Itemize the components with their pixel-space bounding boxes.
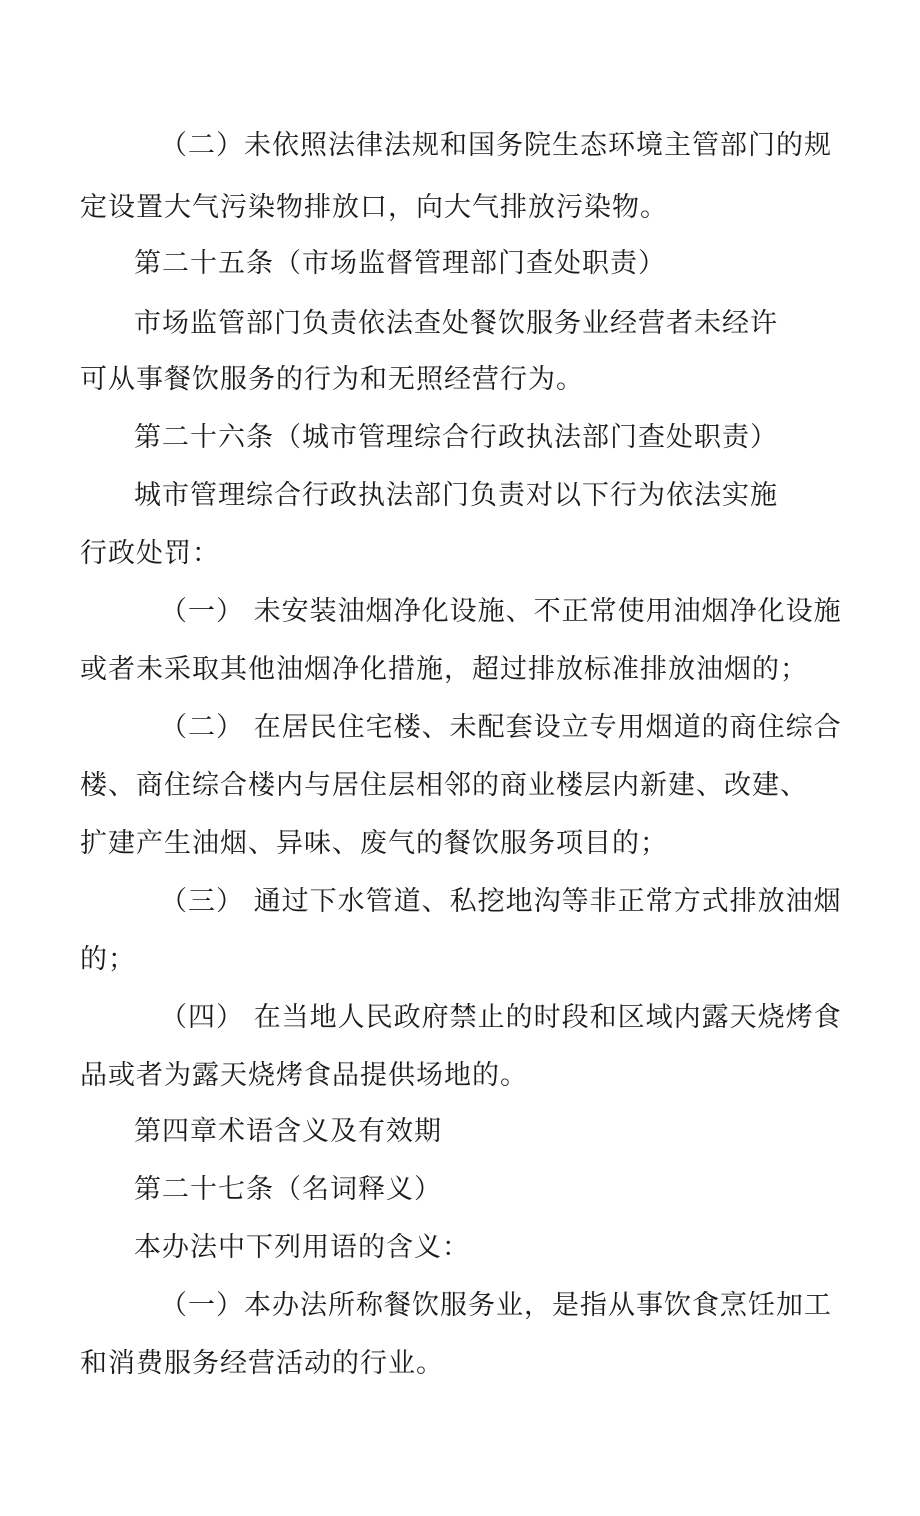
paragraph-line: 行政处罚： — [80, 538, 220, 569]
paragraph-line: （二） 在居民住宅楼、未配套设立专用烟道的商住综合 — [160, 712, 842, 743]
paragraph-line: 城市管理综合行政执法部门负责对以下行为依法实施 — [134, 480, 778, 511]
paragraph-line: 的； — [80, 944, 136, 975]
paragraph-line: 定设置大气污染物排放口，向大气排放污染物。 — [80, 192, 668, 223]
paragraph-line: 本办法中下列用语的含义： — [134, 1232, 470, 1263]
paragraph-line: 扩建产生油烟、异味、废气的餐饮服务项目的； — [80, 828, 668, 859]
section-heading: 第二十六条（城市管理综合行政执法部门查处职责） — [134, 422, 778, 453]
section-heading: 第二十五条（市场监督管理部门查处职责） — [134, 248, 666, 279]
paragraph-line: 市场监管部门负责依法查处餐饮服务业经营者未经许 — [134, 308, 778, 339]
paragraph-line: 或者未采取其他油烟净化措施，超过排放标准排放油烟的； — [80, 654, 808, 685]
paragraph-line: 可从事餐饮服务的行为和无照经营行为。 — [80, 364, 584, 395]
paragraph-line: 品或者为露天烧烤食品提供场地的。 — [80, 1060, 528, 1091]
paragraph-line: 和消费服务经营活动的行业。 — [80, 1348, 444, 1379]
section-heading: 第二十七条（名词释义） — [134, 1174, 442, 1205]
paragraph-line: （一）本办法所称餐饮服务业，是指从事饮食烹饪加工 — [160, 1290, 832, 1321]
paragraph-line: （一） 未安装油烟净化设施、不正常使用油烟净化设施 — [160, 596, 842, 627]
paragraph-line: （三） 通过下水管道、私挖地沟等非正常方式排放油烟 — [160, 886, 842, 917]
paragraph-line: 楼、商住综合楼内与居住层相邻的商业楼层内新建、改建、 — [80, 770, 808, 801]
chapter-heading: 第四章术语含义及有效期 — [134, 1116, 442, 1147]
paragraph-line: （二）未依照法律法规和国务院生态环境主管部门的规 — [160, 130, 832, 161]
paragraph-line: （四） 在当地人民政府禁止的时段和区域内露天烧烤食 — [160, 1002, 842, 1033]
